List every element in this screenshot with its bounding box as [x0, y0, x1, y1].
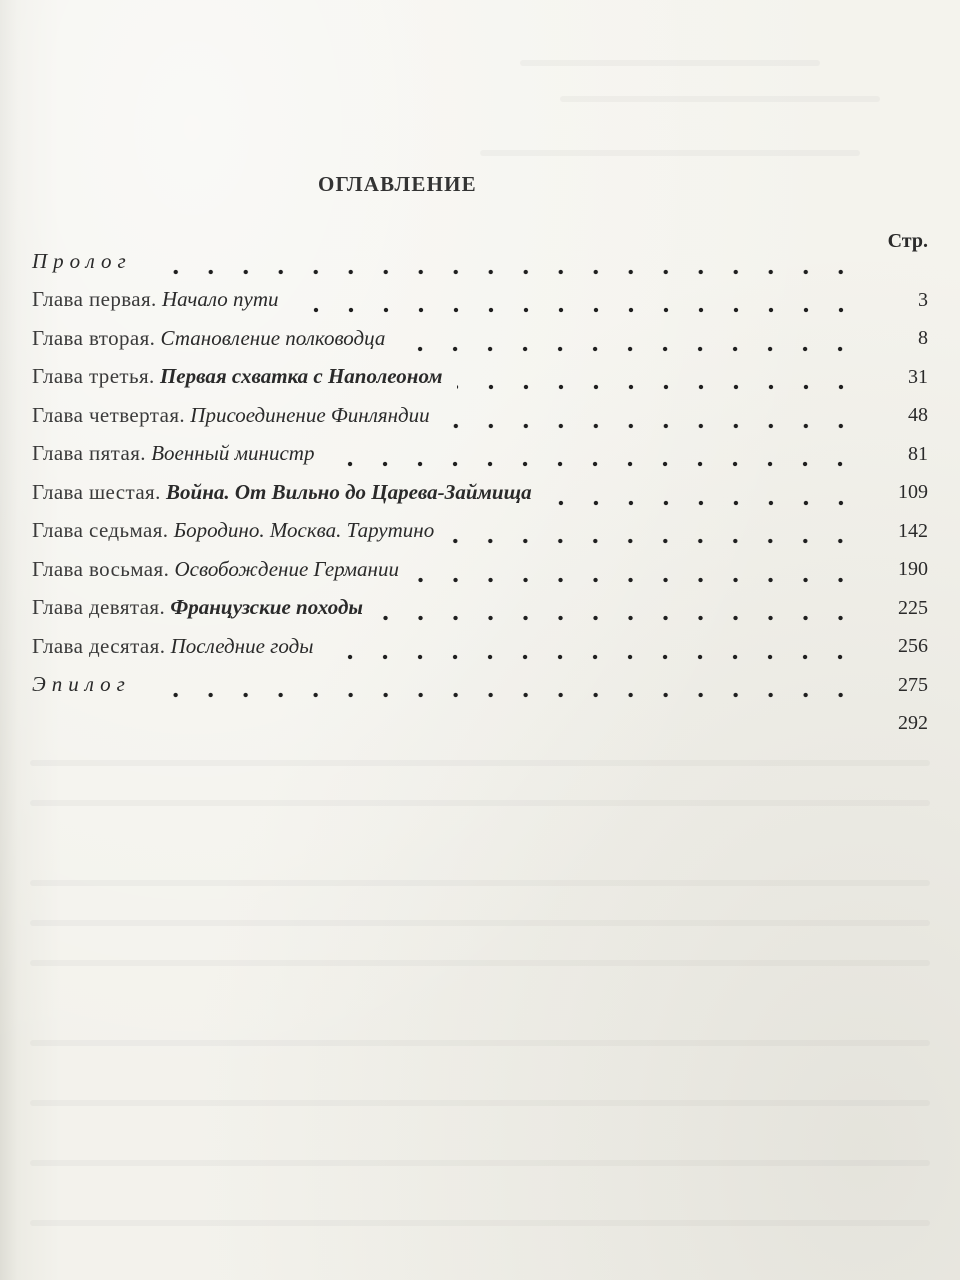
show-through-text — [30, 760, 930, 766]
show-through-text — [30, 880, 930, 886]
toc-entry-page: 48 — [908, 404, 928, 427]
toc-entry-chapter-number: Глава девятая. — [32, 595, 166, 620]
show-through-text — [30, 800, 930, 806]
toc-entry-label — [32, 443, 314, 464]
toc-entry-title: Становление полководца — [160, 325, 386, 350]
dot-leader — [293, 305, 858, 315]
table-of-contents — [32, 242, 928, 743]
dot-leader — [546, 498, 858, 508]
toc-entry-title: Французские походы — [170, 595, 363, 620]
show-through-text — [30, 1160, 930, 1166]
toc-entry-label — [32, 633, 314, 658]
toc-entry-label — [32, 248, 132, 273]
show-through-text — [520, 60, 820, 66]
toc-entry-title: Пролог — [32, 248, 132, 273]
toc-entry-final-page[interactable] — [32, 704, 928, 743]
toc-entry-title: Последние годы — [170, 633, 314, 658]
toc-entry-title: Освобождение Германии — [174, 556, 399, 581]
toc-entry-label — [32, 366, 443, 387]
dot-leader — [328, 459, 858, 469]
toc-entry-chapter-number: Глава пятая. — [32, 441, 146, 466]
toc-entry-label — [32, 520, 434, 541]
dot-leader — [146, 267, 858, 277]
toc-entry-page: 256 — [898, 635, 928, 658]
toc-entry-title: Эпилог — [32, 672, 131, 697]
toc-entry-chapter-1[interactable] — [32, 281, 928, 320]
dot-leader — [327, 652, 858, 662]
toc-entry-page: 109 — [898, 481, 928, 504]
toc-entry-page: 8 — [918, 327, 928, 350]
toc-entry-chapter-8[interactable] — [32, 550, 928, 589]
toc-entry-chapter-3[interactable] — [32, 358, 928, 397]
toc-entry-label — [32, 325, 386, 350]
toc-entry-chapter-number: Глава седьмая. — [32, 518, 169, 543]
dot-leader — [46, 729, 858, 739]
toc-entry-chapter-number: Глава первая. — [32, 287, 157, 312]
toc-entry-title: Военный министр — [151, 441, 315, 466]
show-through-text — [480, 150, 860, 156]
toc-entry-title: Война. От Вильно до Царева-Займища — [166, 479, 532, 504]
toc-entry-label — [32, 556, 399, 581]
page-column-header: Стр. — [887, 230, 928, 252]
toc-entry-title: Начало пути — [161, 287, 279, 312]
toc-entry-chapter-7[interactable] — [32, 512, 928, 551]
toc-entry-page: 225 — [898, 596, 928, 619]
dot-leader — [145, 690, 858, 700]
toc-entry-chapter-number: Глава третья. — [32, 364, 155, 389]
toc-entry-epilogue[interactable] — [32, 666, 928, 705]
show-through-text — [30, 1100, 930, 1106]
show-through-text — [30, 960, 930, 966]
show-through-text — [560, 96, 880, 102]
toc-entry-label — [32, 402, 430, 427]
toc-entry-title: Присоединение Финляндии — [190, 402, 430, 427]
show-through-text — [30, 1040, 930, 1046]
toc-entry-prologue[interactable] — [32, 242, 928, 281]
dot-leader — [377, 613, 858, 623]
toc-entry-title: Первая схватка с Наполеоном — [159, 364, 443, 389]
toc-entry-label — [32, 289, 279, 310]
toc-entry-chapter-number: Глава десятая. — [32, 633, 166, 658]
toc-entry-page: 292 — [898, 712, 928, 735]
dot-leader — [444, 421, 858, 431]
page-title: ОГЛАВЛЕНИЕ — [318, 172, 477, 196]
toc-entry-page: 142 — [898, 519, 928, 542]
dot-leader — [448, 536, 858, 546]
toc-entry-chapter-10[interactable] — [32, 627, 928, 666]
toc-entry-chapter-6[interactable] — [32, 473, 928, 512]
toc-entry-chapter-9[interactable] — [32, 589, 928, 628]
toc-entry-chapter-4[interactable] — [32, 396, 928, 435]
dot-leader — [399, 344, 858, 354]
show-through-text — [30, 1220, 930, 1226]
toc-entry-label — [32, 597, 363, 618]
toc-entry-page: 190 — [898, 558, 928, 581]
toc-entry-page: 275 — [898, 673, 928, 696]
toc-entry-page: 81 — [908, 442, 928, 465]
show-through-text — [30, 920, 930, 926]
toc-entry-page: 3 — [918, 288, 928, 311]
toc-entry-title: Бородино. Москва. Тарутино — [173, 518, 435, 543]
toc-entry-chapter-5[interactable] — [32, 435, 928, 474]
toc-entry-label — [32, 479, 532, 504]
toc-entry-chapter-2[interactable] — [32, 319, 928, 358]
dot-leader — [457, 382, 858, 392]
toc-entry-chapter-number: Глава четвертая. — [32, 402, 186, 427]
toc-entry-chapter-number: Глава вторая. — [32, 325, 156, 350]
toc-entry-page: 31 — [908, 365, 928, 388]
toc-entry-chapter-number: Глава шестая. — [32, 479, 161, 504]
dot-leader — [413, 575, 858, 585]
toc-entry-chapter-number: Глава восьмая. — [32, 556, 170, 581]
toc-entry-label — [32, 674, 131, 695]
